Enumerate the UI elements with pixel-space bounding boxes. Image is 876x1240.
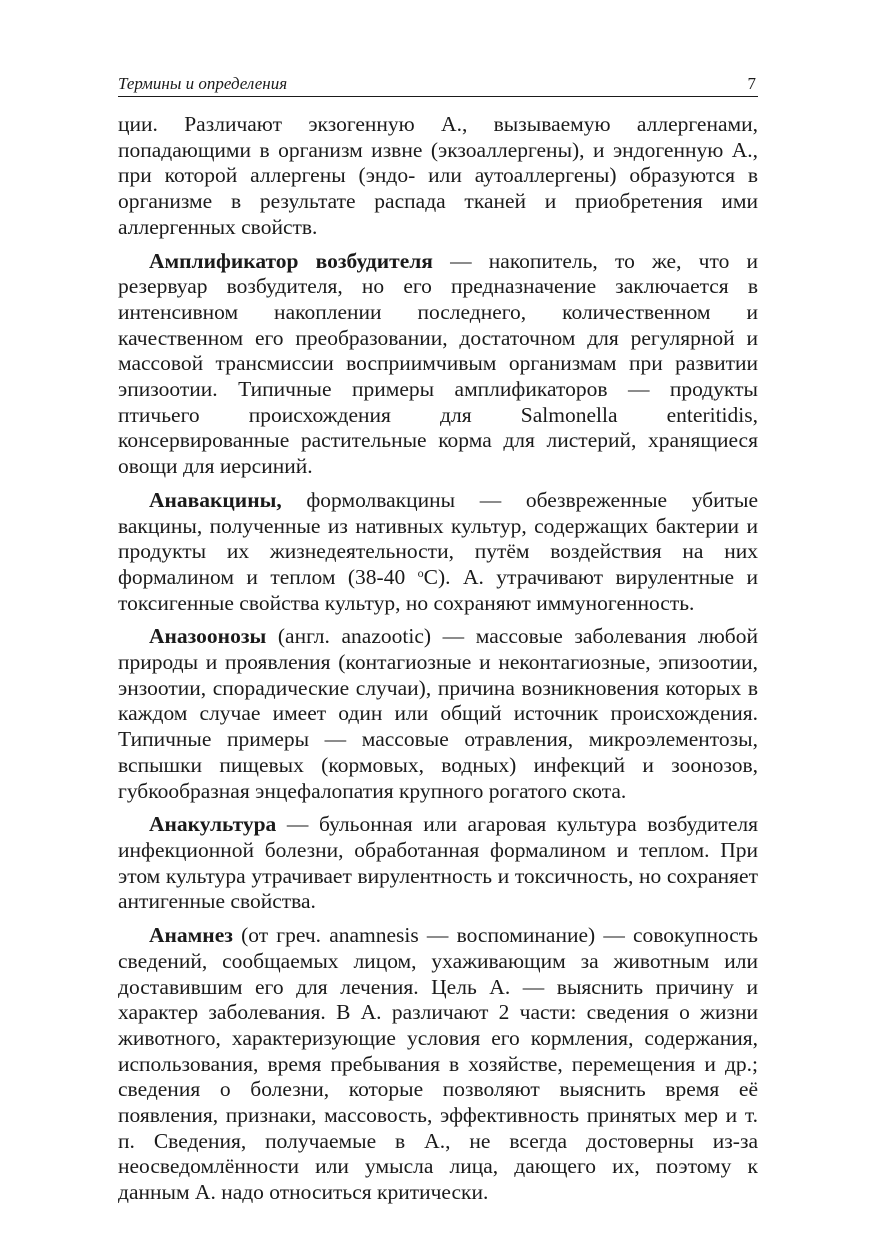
entry-anazoonozy <box>118 624 758 804</box>
entry-amplifikator <box>118 249 758 480</box>
entry-anavakciny <box>118 488 758 617</box>
article-body <box>118 112 758 1206</box>
entry-term: Аназоонозы <box>149 624 267 649</box>
entry-definition: — накопитель, то же, что и резервуар возбудителя, но его предназначение заключается в интенсивном накоплении последнего, количественном и качественном его преобразовании, достаточном для регулярной и массовой трансмиссии восприимчивым организмам при развитии эпизоотии. Типичные примеры амплификаторов — продукты птичьего происхождения для Salmonella enteritidis, консервированные растительные корма для листерий, хранящиеся овощи для иерсиний. <box>118 248 758 479</box>
entry-term: Анамнез <box>149 923 233 948</box>
entry-definition: (англ. anazootic) — массовые заболевания любой природы и проявления (контагиозные и неконтагиозные, эпизоотии, энзоотии, спорадические случаи), причина возникновения которых в каждом случае имеет один или общий источник происхождения. Типичные примеры — массовые отравления, микроэлементозы, вспышки пищевых (кормовых, водных) инфекций и зоонозов, губкообразная энцефалопатия крупного рогатого скота. <box>118 624 758 803</box>
entry-definition: (от греч. anamnesis — воспоминание) — совокупность сведений, сообщаемых лицом, ухаживающим за животным или доставившим его для лечения. Цель А. — выяснить причину и характер заболевания. В А. различают 2 части: сведения о жизни животного, характеризующие условия его кормления, содержания, использования, время пребывания в хозяйстве, перемещения и др.; сведения о болезни, которые позволяют выяснить время её появления, признаки, массовость, эффективность принятых мер и т. п. Сведения, получаемые в А., не всегда достоверны из-за неосведомлённости или умысла лица, дающего их, поэтому к данным А. надо относиться критически. <box>118 923 758 1205</box>
entry-term: Анавакцины, <box>149 487 282 512</box>
degree-superscript: о <box>417 565 424 580</box>
entry-anamnez <box>118 923 758 1206</box>
entry-definition-cont: С). А. утрачивают вирулентные и токсигенные свойства культур, но сохраняют иммуногенность. <box>118 564 758 615</box>
paragraph-continuation <box>118 112 758 241</box>
entry-term: Амплификатор возбудителя <box>149 248 433 273</box>
paragraph-text: ции. Различают экзогенную А., вызываемую аллергенами, попадающими в организм извне (экзоаллергены), и эндогенную А., при которой аллергены (эндо- или аутоаллергены) образуются в организме в результате распада тканей и приобретения ими аллергенных свойств. <box>118 112 758 239</box>
running-header-title: Термины и определения <box>118 74 288 93</box>
entry-anakultura <box>118 812 758 915</box>
entry-term: Анакультура <box>149 812 277 837</box>
page-number: 7 <box>747 74 756 93</box>
running-header <box>118 74 758 97</box>
entry-definition: — бульонная или агаровая культура возбудителя инфекционной болезни, обработанная формалином и теплом. При этом культура утрачивает вирулентность и токсичность, но сохраняет антигенные свойства. <box>118 812 758 914</box>
entry-definition: формолвакцины — обезвреженные убитые вакцины, полученные из нативных культур, содержащих бактерии и продукты их жизнедеятельности, путём воздействия на них формалином и теплом (38-40 <box>118 487 758 589</box>
page <box>118 74 758 1214</box>
